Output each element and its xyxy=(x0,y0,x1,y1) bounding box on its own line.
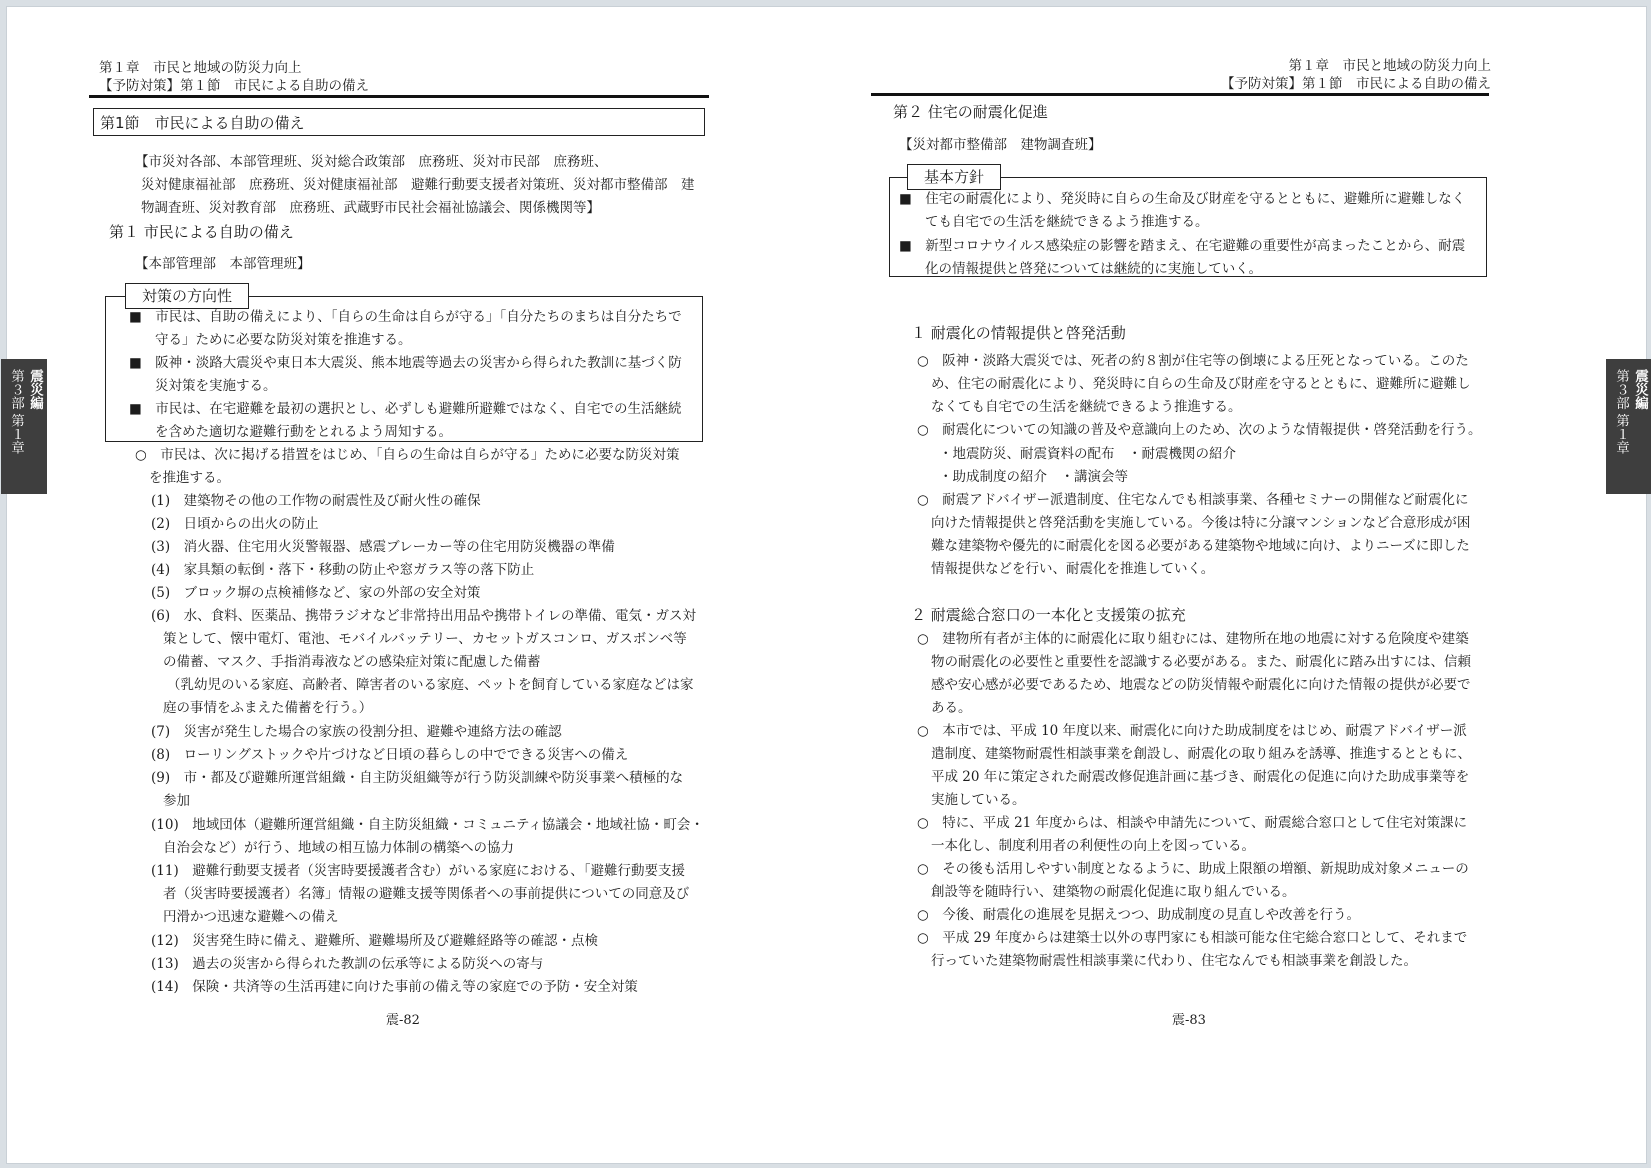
body-line: (4) 家具類の転倒・落下・移動の防止や窓ガラス等の落下防止 xyxy=(151,562,535,578)
body-line: (14) 保険・共済等の生活再建に向けた事前の備え等の家庭での予防・安全対策 xyxy=(151,979,638,995)
body-line: (10) 地域団体（避難所運営組織・自主防災組織・コミュニティ協議会・地域社協・町会・ xyxy=(151,817,704,833)
side-tab-left xyxy=(1,359,47,494)
side-tab-chapter: 第３部 第１章 xyxy=(1613,369,1629,455)
policy-line: 災対策を実施する。 xyxy=(155,378,277,394)
body-line: なくても自宅での生活を継続できるよう推進する。 xyxy=(931,399,1242,415)
subsection-heading: 第１ 市民による自助の備え xyxy=(109,223,294,241)
body-line: (3) 消火器、住宅用火災警報器、感震ブレーカー等の住宅用防災機器の準備 xyxy=(151,539,615,555)
running-header-section: 【予防対策】第１節 市民による自助の備え xyxy=(1221,76,1491,92)
responsible-line: 災対健康福祉部 庶務班、災対健康福祉部 避難行動要支援者対策班、災対都市整備部 建 xyxy=(141,177,695,193)
policy-line: ■ 新型コロナウイルス感染症の影響を踏まえ、在宅避難の重要性が高まったことから、耐震 xyxy=(899,238,1466,254)
body-line: 策として、懐中電灯、電池、モバイルバッテリー、カセットガスコンロ、ガスボンベ等 xyxy=(163,631,687,647)
body-line: ○ 平成 29 年度からは建築士以外の専門家にも相談可能な住宅総合窓口として、それまで xyxy=(917,930,1468,946)
section-title-box xyxy=(93,108,705,136)
policy-line: ■ 市民は、在宅避難を最初の選択とし、必ずしも避難所避難ではなく、自宅での生活継続 xyxy=(129,401,682,417)
header-rule xyxy=(89,95,709,98)
left-page xyxy=(7,7,827,1163)
side-tab-chapter: 第３部 第１章 xyxy=(8,369,24,455)
side-tab-part: 震災編 xyxy=(1632,369,1648,410)
body-line: 物の耐震化の必要性と重要性を認識する必要がある。また、耐震化に踏み出すには、信頼 xyxy=(931,654,1471,670)
body-line: ある。 xyxy=(931,700,972,716)
book-spread xyxy=(6,6,1647,1164)
body-line: 自治会など）が行う、地域の相互協力体制の構築への協力 xyxy=(163,840,514,856)
policy-title: 基本方針 xyxy=(907,164,1001,190)
body-line: ○ 市民は、次に掲げる措置をはじめ、「自らの生命は自らが守る」ために必要な防災対策 xyxy=(135,447,680,463)
body-line: (9) 市・都及び避難所運営組織・自主防災組織等が行う防災訓練や防災事業へ積極的な xyxy=(151,770,684,786)
body-line: ○ 耐震アドバイザー派遣制度、住宅なんでも相談事業、各種セミナーの開催など耐震化に xyxy=(917,492,1469,508)
page-number: 震-82 xyxy=(386,1013,420,1028)
body-line: (7) 災害が発生した場合の家族の役割分担、避難や連絡方法の確認 xyxy=(151,724,562,740)
section-heading: １ 耐震化の情報提供と啓発活動 xyxy=(911,324,1126,342)
body-line: (2) 日頃からの出火の防止 xyxy=(151,516,319,532)
body-line: (13) 過去の災害から得られた教訓の伝承等による防災への寄与 xyxy=(151,956,544,972)
body-line: ○ 本市では、平成 10 年度以来、耐震化に向けた助成制度をはじめ、耐震アドバイザー派 xyxy=(917,723,1467,739)
body-line: 庭の事情をふまえた備蓄を行う。） xyxy=(163,700,373,716)
body-line: 向けた情報提供と啓発活動を実施している。今後は特に分譲マンションなど合意形成が困 xyxy=(931,515,1471,531)
body-line: の備蓄、マスク、手指消毒液などの感染症対策に配慮した備蓄 xyxy=(163,654,541,670)
policy-title: 対策の方向性 xyxy=(125,283,249,309)
policy-line: を含めた適切な避難行動をとれるよう周知する。 xyxy=(155,424,452,440)
body-line: ○ 今後、耐震化の進展を見据えつつ、助成制度の見直しや改善を行う。 xyxy=(917,907,1360,923)
policy-line: ■ 阪神・淡路大震災や東日本大震災、熊本地震等過去の災害から得られた教訓に基づく防 xyxy=(129,355,682,371)
page-number: 震-83 xyxy=(1172,1013,1206,1028)
responsible-line: 【市災対各部、本部管理班、災対総合政策部 庶務班、災対市民部 庶務班、 xyxy=(135,154,608,170)
policy-line: 化の情報提供と啓発については継続的に実施していく。 xyxy=(925,261,1262,277)
body-line: 難な建築物や優先的に耐震化を図る必要がある建築物や地域に向け、よりニーズに即した xyxy=(931,538,1470,554)
section-title: 第1節 市民による自助の備え xyxy=(100,114,305,132)
running-header-section: 【予防対策】第１節 市民による自助の備え xyxy=(99,78,369,94)
body-line: め、住宅の耐震化により、発災時に自らの生命及び財産を守るとともに、避難所に避難し xyxy=(931,376,1471,392)
subsection-responsible: 【災対都市整備部 建物調査班】 xyxy=(899,137,1102,153)
policy-line: ■ 住宅の耐震化により、発災時に自らの生命及び財産を守るとともに、避難所に避難しなく xyxy=(899,191,1466,207)
body-line: 一本化し、制度利用者の利便性の向上を図っている。 xyxy=(931,838,1255,854)
body-line: (5) ブロック塀の点検補修など、家の外部の安全対策 xyxy=(151,585,481,601)
header-rule xyxy=(871,93,1489,96)
policy-line: ■ 市民は、自助の備えにより、「自らの生命は自らが守る」「自分たちのまちは自分たちで xyxy=(129,309,682,325)
right-page xyxy=(827,7,1646,1163)
body-line: (1) 建築物その他の工作物の耐震性及び耐火性の確保 xyxy=(151,493,481,509)
body-line: 参加 xyxy=(163,793,190,809)
body-line: を推進する。 xyxy=(149,470,230,486)
body-line: 実施している。 xyxy=(931,792,1026,808)
subsection-heading: 第２ 住宅の耐震化促進 xyxy=(893,103,1048,121)
responsible-line: 物調査班、災対教育部 庶務班、武蔵野市民社会福祉協議会、関係機関等】 xyxy=(141,200,600,216)
body-line: 遣制度、建築物耐震性相談事業を創設し、耐震化の取り組みを誘導、推進するとともに、 xyxy=(931,746,1471,762)
body-line: 情報提供などを行い、耐震化を推進していく。 xyxy=(931,561,1215,577)
running-header-chapter: 第１章 市民と地域の防災力向上 xyxy=(99,60,302,76)
body-line: (12) 災害発生時に備え、避難所、避難場所及び避難経路等の確認・点検 xyxy=(151,933,599,949)
body-line: ○ 特に、平成 21 年度からは、相談や申請先について、耐震総合窓口として住宅対策課に xyxy=(917,815,1467,831)
body-line: ○ その後も活用しやすい制度となるように、助成上限額の増額、新規助成対象メニューの xyxy=(917,861,1469,877)
body-line: (6) 水、食料、医薬品、携帯ラジオなど非常持出用品や携帯トイレの準備、電気・ガス対 xyxy=(151,608,696,624)
body-line: 平成 20 年に策定された耐震改修促進計画に基づき、耐震化の促進に向けた助成事業等を xyxy=(931,769,1470,785)
body-line: 円滑かつ迅速な避難への備え xyxy=(163,909,339,925)
body-line: ・地震防災、耐震資料の配布 ・耐震機関の紹介 xyxy=(939,446,1236,462)
side-tab-right xyxy=(1606,359,1651,494)
policy-line: ても自宅での生活を継続できるよう推進する。 xyxy=(925,214,1209,230)
body-line: ○ 耐震化についての知識の普及や意識向上のため、次のような情報提供・啓発活動を行う。 xyxy=(917,422,1482,438)
policy-line: 守る」ために必要な防災対策を推進する。 xyxy=(155,332,412,348)
body-line: (8) ローリングストックや片づけなど日頃の暮らしの中でできる災害への備え xyxy=(151,747,629,763)
side-tab-part: 震災編 xyxy=(27,369,43,410)
body-line: (11) 避難行動要支援者（災害時要援護者含む）がいる家庭における、「避難行動要支援 xyxy=(151,863,685,879)
body-line: （乳幼児のいる家庭、高齢者、障害者のいる家庭、ペットを飼育している家庭などは家 xyxy=(167,677,694,693)
body-line: ○ 建物所有者が主体的に耐震化に取り組むには、建物所在地の地震に対する危険度や建築 xyxy=(917,631,1469,647)
section-heading: ２ 耐震総合窓口の一本化と支援策の拡充 xyxy=(911,606,1186,624)
body-line: 行っていた建築物耐震性相談事業に代わり、住宅なんでも相談事業を創設した。 xyxy=(931,953,1417,969)
running-header-chapter: 第１章 市民と地域の防災力向上 xyxy=(1288,58,1491,74)
body-line: 感や安心感が必要であるため、地震などの防災情報や耐震化に向けた情報の提供が必要で xyxy=(931,677,1471,693)
subsection-responsible: 【本部管理部 本部管理班】 xyxy=(135,256,311,272)
body-line: ○ 阪神・淡路大震災では、死者の約８割が住宅等の倒壊による圧死となっている。このた xyxy=(917,353,1469,369)
body-line: 創設等を随時行い、建築物の耐震化促進に取り組んでいる。 xyxy=(931,884,1296,900)
body-line: ・助成制度の紹介 ・講演会等 xyxy=(939,469,1128,485)
body-line: 者（災害時要援護者）名簿」情報の避難支援等関係者への事前提供についての同意及び xyxy=(163,886,690,902)
